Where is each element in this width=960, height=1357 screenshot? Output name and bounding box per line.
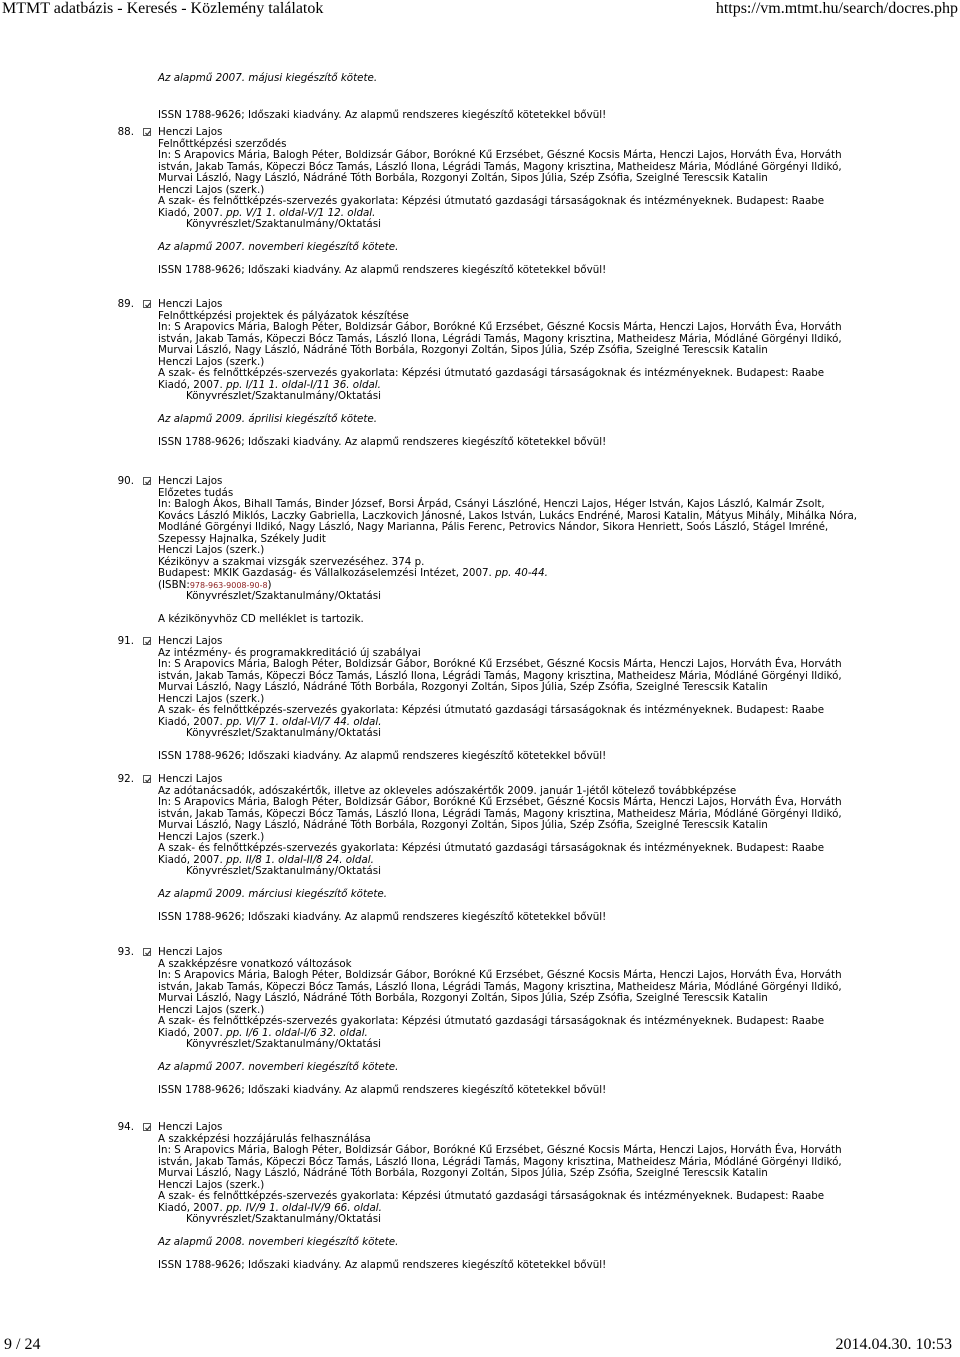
in-line: Murvai László, Nagy László, Nádráné Tóth Borbála, Rozgonyi Zoltán, Sipos Júlia, Szép Zsófia, Szeiglné Terescsik Katalin (158, 172, 768, 184)
pages: pp. V/1 1. oldal-V/1 12. oldal. (226, 206, 376, 219)
issn-line: ISSN 1788-9626; Időszaki kiadvány. Az alapmű rendszeres kiegészítő kötetekkel bővül! (158, 109, 607, 121)
issn-line: ISSN 1788-9626; Időszaki kiadvány. Az alapmű rendszeres kiegészítő kötetekkel bővül! (158, 1084, 607, 1096)
pages: pp. I/6 1. oldal-I/6 32. oldal. (226, 1026, 368, 1039)
category: Könyvrészlet/Szaktanulmány/Oktatási (186, 727, 381, 739)
in-line: istván, Jakab Tamás, Köpeczi Bócz Tamás, László Ilona, Légrádi Tamás, Magony krisztina, Matheidesz Mária, Módláné Görgényi Ildikó, (158, 160, 842, 173)
book-title: Kézikönyv a szakmai vizsgák szervezéséhez. 374 p. (158, 555, 425, 568)
editor: Henczi Lajos (szerk.) (158, 355, 265, 368)
print-footer (0, 1336, 960, 1356)
checkbox-checked-icon[interactable] (143, 300, 151, 308)
volume-note: Az alapmű 2007. novemberi kiegészítő kötete. (158, 241, 399, 253)
volume-note: Az alapmű 2008. novemberi kiegészítő kötete. (158, 1236, 399, 1248)
in-line: In: S Arapovics Mária, Balogh Péter, Boldizsár Gábor, Borókné Kű Erzsébet, Gészné Kocsis Márta, Henczi Lajos, Horváth Éva, Horváth (158, 658, 842, 670)
in-line: Murvai László, Nagy László, Nádráné Tóth Borbála, Rozgonyi Zoltán, Sipos Júlia, Szép Zsófia, Szeiglné Terescsik Katalin (158, 819, 768, 831)
print-header (0, 0, 960, 20)
book-title: A szak- és felnőttképzés-szervezés gyakorlata: Képzési útmutató gazdasági társaságoknak és intézményeknek. Budapest: Raabe (158, 1190, 825, 1202)
checkbox-checked-icon[interactable] (143, 1123, 151, 1131)
category: Könyvrészlet/Szaktanulmány/Oktatási (186, 390, 381, 402)
volume-note: Az alapmű 2009. márciusi kiegészítő kötete. (158, 888, 387, 900)
volume-note: Az alapmű 2009. áprilisi kiegészítő kötete. (158, 413, 378, 425)
entry-number: 91. (117, 635, 134, 647)
checkbox-checked-icon[interactable] (143, 637, 151, 645)
entry-number: 93. (117, 946, 134, 958)
isbn-link[interactable]: 978-963-9008-90-8 (189, 580, 268, 590)
entry-title: Előzetes tudás (158, 486, 234, 499)
in-line: Murvai László, Nagy László, Nádráné Tóth Borbála, Rozgonyi Zoltán, Sipos Júlia, Szép Zsófia, Szeiglné Terescsik Katalin (158, 1167, 768, 1179)
entry-number: 89. (117, 298, 134, 310)
entry-number: 94. (117, 1121, 134, 1133)
book-title: A szak- és felnőttképzés-szervezés gyakorlata: Képzési útmutató gazdasági társaságoknak és intézményeknek. Budapest: Raabe (158, 1015, 825, 1027)
isbn-prefix: (ISBN: (158, 578, 190, 591)
top-note: Az alapmű 2007. májusi kiegészítő kötete. (158, 72, 378, 84)
in-line: In: S Arapovics Mária, Balogh Péter, Boldizsár Gábor, Borókné Kű Erzsébet, Gészné Kocsis Márta, Henczi Lajos, Horváth Éva, Horváth (158, 321, 842, 333)
editor: Henczi Lajos (szerk.) (158, 544, 265, 556)
isbn-suffix: ) (267, 578, 272, 591)
category: Könyvrészlet/Szaktanulmány/Oktatási (186, 590, 381, 602)
in-line: Murvai László, Nagy László, Nádráné Tóth Borbála, Rozgonyi Zoltán, Sipos Júlia, Szép Zsófia, Szeiglné Terescsik Katalin (158, 992, 768, 1004)
checkbox-checked-icon[interactable] (143, 128, 151, 136)
entry-note: A kézikönyvhöz CD melléklet is tartozik. (158, 613, 364, 625)
author: Henczi Lajos (158, 635, 223, 647)
pages: pp. I/11 1. oldal-I/11 36. oldal. (226, 378, 381, 391)
issn-line: ISSN 1788-9626; Időszaki kiadvány. Az alapmű rendszeres kiegészítő kötetekkel bővül! (158, 750, 607, 762)
checkbox-checked-icon[interactable] (143, 948, 151, 956)
entry-number: 92. (117, 773, 134, 785)
pages: pp. 40-44. (495, 567, 548, 579)
author: Henczi Lajos (158, 946, 223, 958)
in-line: In: S Arapovics Mária, Balogh Péter, Boldizsár Gábor, Borókné Kű Erzsébet, Gészné Kocsis Márta, Henczi Lajos, Horváth Éva, Horváth (158, 969, 842, 981)
book-title: A szak- és felnőttképzés-szervezés gyakorlata: Képzési útmutató gazdasági társaságoknak és intézményeknek. Budapest: Raabe (158, 367, 825, 379)
entry-title: A szakképzési hozzájárulás felhasználása (158, 1132, 371, 1145)
in-line: istván, Jakab Tamás, Köpeczi Bócz Tamás, László Ilona, Légrádi Tamás, Magony krisztina, Matheidesz Mária, Módláné Görgényi Ildikó, (158, 669, 842, 682)
entry-number: 88. (117, 126, 134, 138)
in-line: istván, Jakab Tamás, Köpeczi Bócz Tamás, László Ilona, Légrádi Tamás, Magony krisztina, Matheidesz Mária, Módláné Görgényi Ildikó, (158, 332, 842, 345)
editor: Henczi Lajos (szerk.) (158, 1178, 265, 1191)
editor: Henczi Lajos (szerk.) (158, 830, 265, 843)
publisher: Kiadó, 2007. (158, 1201, 223, 1214)
book-title: A szak- és felnőttképzés-szervezés gyakorlata: Képzési útmutató gazdasági társaságoknak és intézményeknek. Budapest: Raabe (158, 195, 825, 207)
category: Könyvrészlet/Szaktanulmány/Oktatási (186, 1038, 381, 1050)
in-line: In: S Arapovics Mária, Balogh Péter, Boldizsár Gábor, Borókné Kű Erzsébet, Gészné Kocsis Márta, Henczi Lajos, Horváth Éva, Horváth (158, 149, 842, 161)
book-title: A szak- és felnőttképzés-szervezés gyakorlata: Képzési útmutató gazdasági társaságoknak és intézményeknek. Budapest: Raabe (158, 842, 825, 854)
entry-title: Felnőttképzési szerződés (158, 137, 287, 150)
print-datetime: 2014.04.30. 10:53 (835, 1336, 952, 1353)
author: Henczi Lajos (158, 298, 223, 310)
entry-title: Felnőttképzési projektek és pályázatok készítése (158, 309, 409, 322)
issn-line: ISSN 1788-9626; Időszaki kiadvány. Az alapmű rendszeres kiegészítő kötetekkel bővül! (158, 264, 607, 276)
category: Könyvrészlet/Szaktanulmány/Oktatási (186, 218, 381, 230)
in-line: istván, Jakab Tamás, Köpeczi Bócz Tamás, László Ilona, Légrádi Tamás, Magony krisztina, Matheidesz Mária, Módláné Görgényi Ildikó, (158, 980, 842, 993)
publisher: Kiadó, 2007. (158, 1026, 223, 1039)
publisher: Kiadó, 2007. (158, 853, 223, 866)
page-title: MTMT adatbázis - Keresés - Közlemény találatok (2, 0, 324, 17)
in-line: Murvai László, Nagy László, Nádráné Tóth Borbála, Rozgonyi Zoltán, Sipos Júlia, Szép Zsófia, Szeiglné Terescsik Katalin (158, 681, 768, 693)
author: Henczi Lajos (158, 773, 223, 785)
publisher: Kiadó, 2007. (158, 378, 223, 391)
page-url: https://vm.mtmt.hu/search/docres.php (715, 0, 958, 17)
entry-number: 90. (117, 475, 134, 487)
in-line: In: S Arapovics Mária, Balogh Péter, Boldizsár Gábor, Borókné Kű Erzsébet, Gészné Kocsis Márta, Henczi Lajos, Horváth Éva, Horváth (158, 1144, 842, 1156)
in-line: Kovács László Miklós, Laczky Gabriella, Laczkovich Jánosné, Lakos István, Lukács Endréné, Marosi Katalin, Mátyus Mihály, Mihálka Nóra, (158, 509, 858, 522)
category: Könyvrészlet/Szaktanulmány/Oktatási (186, 1213, 381, 1225)
author: Henczi Lajos (158, 475, 223, 487)
pages: pp. VI/7 1. oldal-VI/7 44. oldal. (226, 715, 382, 728)
publisher: Kiadó, 2007. (158, 715, 223, 728)
in-line: Modláné Görgényi Ildikó, Nagy László, Nagy Marianna, Pális Ferenc, Petrovics Nándor, Sikora Henriett, Soós László, Stágel Imréné, (158, 521, 829, 533)
publisher: Kiadó, 2007. (158, 206, 223, 219)
author: Henczi Lajos (158, 126, 223, 138)
in-line: istván, Jakab Tamás, Köpeczi Bócz Tamás, László Ilona, Légrádi Tamás, Magony krisztina, Matheidesz Mária, Módláné Görgényi Ildikó, (158, 1155, 842, 1168)
volume-note: Az alapmű 2007. novemberi kiegészítő kötete. (158, 1061, 399, 1073)
publisher: Budapest: MKIK Gazdaság- és Vállalkozáselemzési Intézet, 2007. (158, 567, 492, 579)
checkbox-checked-icon[interactable] (143, 775, 151, 783)
issn-line: ISSN 1788-9626; Időszaki kiadvány. Az alapmű rendszeres kiegészítő kötetekkel bővül! (158, 911, 607, 923)
issn-line: ISSN 1788-9626; Időszaki kiadvány. Az alapmű rendszeres kiegészítő kötetekkel bővül! (158, 1259, 607, 1271)
in-line: Szepessy Hajnalka, Székely Judit (158, 532, 326, 545)
in-line: In: S Arapovics Mária, Balogh Péter, Boldizsár Gábor, Borókné Kű Erzsébet, Gészné Kocsis Márta, Henczi Lajos, Horváth Éva, Horváth (158, 796, 842, 808)
page-number: 9 / 24 (4, 1336, 41, 1353)
pages: pp. II/8 1. oldal-II/8 24. oldal. (226, 853, 374, 866)
pages: pp. IV/9 1. oldal-IV/9 66. oldal. (226, 1201, 382, 1214)
editor: Henczi Lajos (szerk.) (158, 183, 265, 196)
in-line: istván, Jakab Tamás, Köpeczi Bócz Tamás, László Ilona, Légrádi Tamás, Magony krisztina, Matheidesz Mária, Módláné Görgényi Ildikó, (158, 807, 842, 820)
category: Könyvrészlet/Szaktanulmány/Oktatási (186, 865, 381, 877)
author: Henczi Lajos (158, 1121, 223, 1133)
editor: Henczi Lajos (szerk.) (158, 1003, 265, 1016)
checkbox-checked-icon[interactable] (143, 477, 151, 485)
in-line: Murvai László, Nagy László, Nádráné Tóth Borbála, Rozgonyi Zoltán, Sipos Júlia, Szép Zsófia, Szeiglné Terescsik Katalin (158, 344, 768, 356)
entry-title: A szakképzésre vonatkozó változások (158, 957, 352, 970)
issn-line: ISSN 1788-9626; Időszaki kiadvány. Az alapmű rendszeres kiegészítő kötetekkel bővül! (158, 436, 607, 448)
in-line: In: Balogh Ákos, Bihall Tamás, Binder József, Borsi Árpád, Csányi Lászlóné, Henczi Lajos, Héger István, Kajos László, Kalmár Zsolt, (158, 498, 825, 510)
book-title: A szak- és felnőttképzés-szervezés gyakorlata: Képzési útmutató gazdasági társaságoknak és intézményeknek. Budapest: Raabe (158, 704, 825, 716)
editor: Henczi Lajos (szerk.) (158, 692, 265, 705)
entry-title: Az intézmény- és programakkreditáció új szabályai (158, 646, 421, 659)
entry-title: Az adótanácsadók, adószakértők, illetve az okleveles adószakértők 2009. január 1-jétől kötelező továbbképzése (158, 784, 737, 797)
